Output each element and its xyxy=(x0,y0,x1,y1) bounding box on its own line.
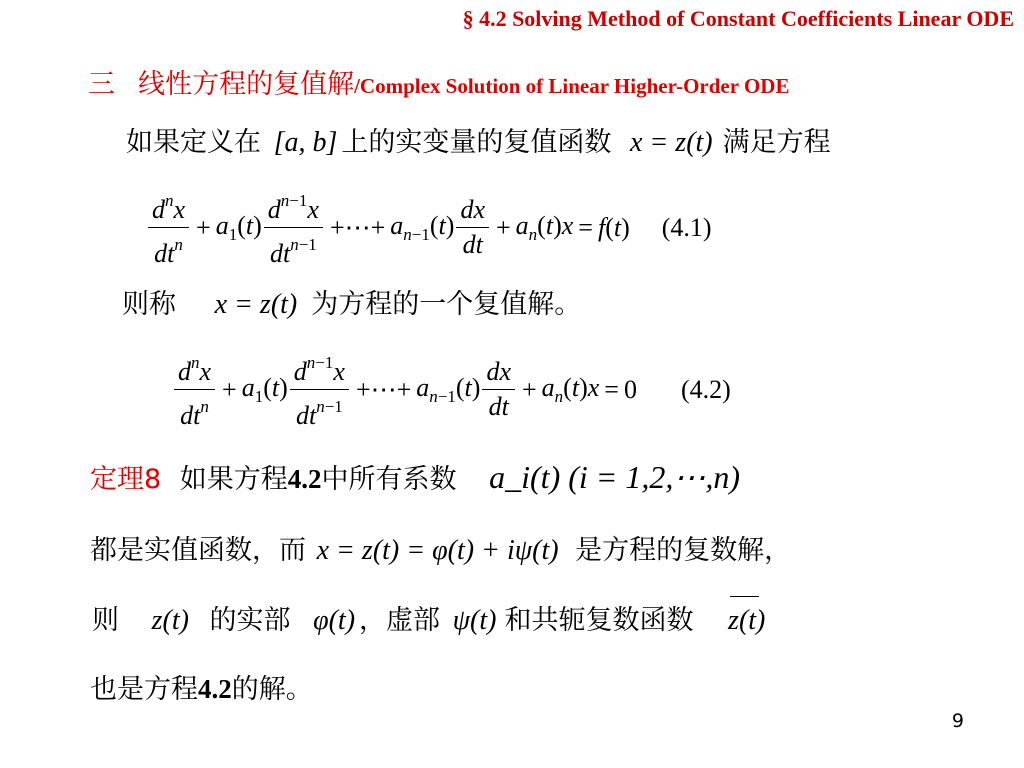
theorem-coefficients: a_i(t) (i = 1,2,⋯,n) xyxy=(489,459,741,495)
equation-4-1: $\frac{d^nx}{dt^n}$ + $a_1(t)$ $\frac{d^{n-1}x}{dt^{n-1}}$ +⋯+ $a_{n-1}(t)$ $\frac{dx}{dt}$ + $a_n(t)x$ = f(t) (4.1) xyxy=(146,184,712,271)
section-title xyxy=(88,62,789,101)
section-title-zh: 线性方程的复值解 xyxy=(138,69,355,100)
function-solution: x = z(t) xyxy=(214,289,298,320)
theorem-line-2 xyxy=(90,534,791,568)
equation-tag-4-1: (4.1) xyxy=(661,212,712,242)
theorem-ref: 4.2 xyxy=(287,464,322,494)
theorem-line2-a: 都是实值函数，而 xyxy=(90,535,306,566)
definition-lead: 如果定义在 xyxy=(126,127,261,158)
theorem-line3-a: 则 xyxy=(92,605,119,636)
call-line xyxy=(122,288,581,322)
equation-4-2: $\frac{d^nx}{dt^n}$ + $a_1(t)$ $\frac{d^{n-1}x}{dt^{n-1}}$ +⋯+ $a_{n-1}(t)$ $\frac{dx}{dt}$ + $a_n(t)x$ = 0 (4.2) xyxy=(172,346,731,433)
slide-header: § 4.2 Solving Method of Constant Coefficients Linear ODE xyxy=(462,6,1014,31)
theorem-text-1: 如果方程 xyxy=(179,464,288,495)
theorem-ref-2: 4.2 xyxy=(198,674,232,704)
page-number: 9 xyxy=(951,710,964,732)
complex-solution-formula: x = z(t) = φ(t) + iψ(t) xyxy=(316,535,559,566)
theorem-text-2: 中所有系数 xyxy=(321,464,457,495)
call-lead: 则称 xyxy=(122,289,176,320)
theorem-line-1 xyxy=(90,460,740,497)
definition-middle: 上的实变量的复值函数 xyxy=(341,127,612,158)
section-number: 三 xyxy=(88,69,115,100)
theorem-line4-a: 也是方程 xyxy=(90,674,198,705)
function-z: z(t) xyxy=(151,605,189,636)
call-tail: 为方程的一个复值解。 xyxy=(311,289,582,320)
theorem-line3-c: ，虚部 xyxy=(359,605,441,636)
theorem-line4-b: 的解。 xyxy=(231,674,313,705)
theorem-label: 定理8 xyxy=(90,464,162,495)
theorem-line3-b: 的实部 xyxy=(209,605,291,636)
theorem-line2-b: 是方程的复数解， xyxy=(575,535,792,566)
function-phi: φ(t) xyxy=(313,605,356,636)
definition-line xyxy=(126,126,831,160)
definition-tail: 满足方程 xyxy=(722,127,831,158)
theorem-line-3 xyxy=(92,604,765,638)
theorem-line3-d: 和共轭复数函数 xyxy=(504,605,694,636)
interval: [a, b] xyxy=(273,127,338,158)
section-title-en: /Complex Solution of Linear Higher-Order ODE xyxy=(354,74,790,98)
function-def: x = z(t) xyxy=(629,127,713,158)
equation-tag-4-2: (4.2) xyxy=(680,374,731,404)
theorem-line-4 xyxy=(90,672,313,707)
function-z-conjugate: z(t) xyxy=(728,605,766,636)
function-psi: ψ(t) xyxy=(452,605,497,636)
